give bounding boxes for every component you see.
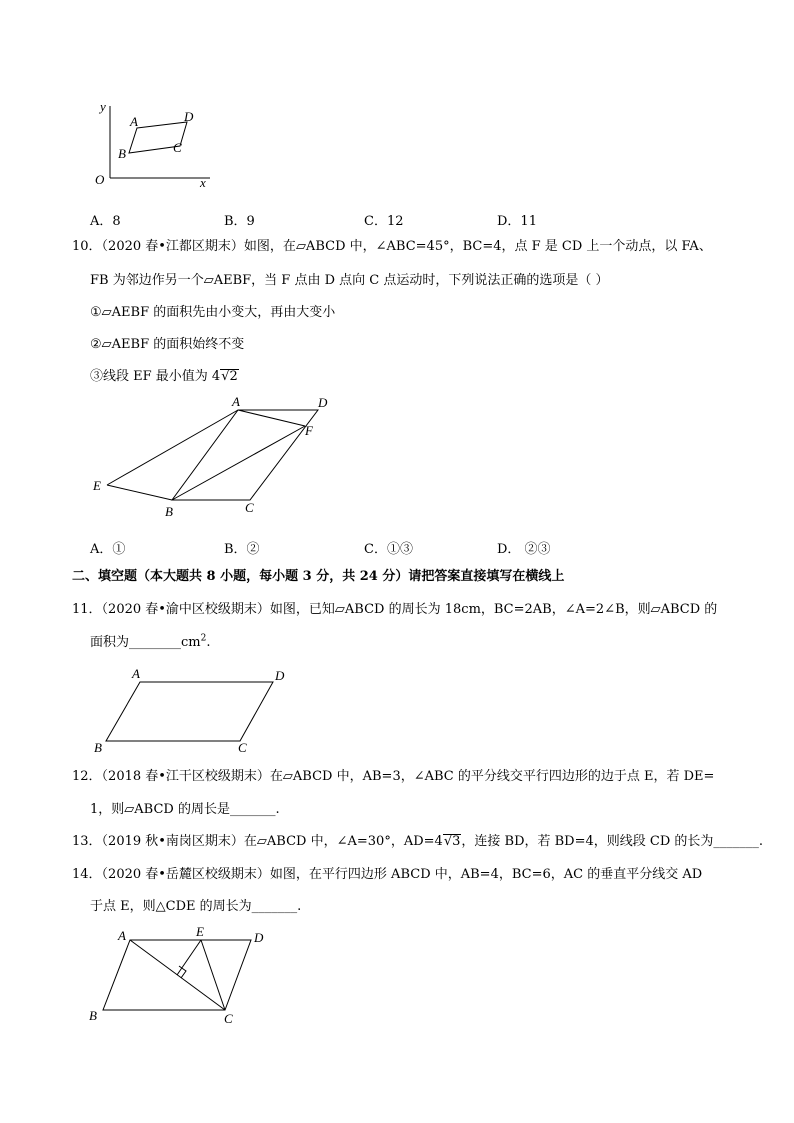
point-e-label: E <box>196 924 204 939</box>
point-d-label: D <box>254 930 264 945</box>
sqrt-sign: √2 <box>221 369 238 384</box>
point-c-label: C <box>245 500 254 515</box>
q9-option-d: D．11 <box>497 214 537 229</box>
point-e-label: E <box>93 478 101 493</box>
q14-line2: 于点 E，则△CDE 的周长为_______. <box>90 899 302 914</box>
q14-line1: 14．（2020 春•岳麓区校级期末）如图，在平行四边形 ABCD 中，AB=4，BC=6，AC 的垂直平分线交 AD <box>72 867 703 882</box>
point-c-label: C <box>173 140 182 155</box>
point-b-label: B <box>118 146 126 161</box>
q10-statement-3: ③线段 EF 最小值为 4√2 <box>90 369 238 384</box>
segment-af <box>238 410 305 426</box>
point-c-label: C <box>224 1011 233 1026</box>
q11-line1: 11．（2020 春•渝中区校级期末）如图，已知▱ABCD 的周长为 18cm，BC=2AB，∠A=2∠B，则▱ABCD 的 <box>72 602 718 617</box>
q10-statement-1: ①▱AEBF 的面积先由小变大，再由大变小 <box>90 305 336 320</box>
q11-line2: 面积为$\_\_\_\_\_\_\_\_cm^2$. <box>90 633 211 650</box>
point-a-label: A <box>232 394 240 409</box>
q9-option-b: B．9 <box>224 214 255 229</box>
q9-option-c: C．12 <box>364 214 404 229</box>
q9-option-a: A．8 <box>90 214 121 229</box>
point-f-label: F <box>305 423 313 438</box>
q12-line1: 12．（2018 春•江干区校级期末）在▱ABCD 中，AB=3，∠ABC 的平分线交平行四边形的边于点 E，若 DE= <box>72 769 715 784</box>
q10-option-c: C．①③ <box>364 542 413 557</box>
point-a-label: A <box>132 666 140 681</box>
point-d-label: D <box>275 668 285 683</box>
point-b-label: B <box>165 504 173 519</box>
point-a-label: A <box>118 928 126 943</box>
parallelogram-abcd <box>106 682 273 741</box>
x-axis-label: x <box>200 175 206 190</box>
point-c-label: C <box>238 740 247 755</box>
point-d-label: D <box>318 395 328 410</box>
y-axis-label: y <box>100 99 106 114</box>
q9-figure <box>90 98 220 193</box>
q10-figure <box>85 392 345 522</box>
q10-line1: 10．（2020 春•江都区期末）如图，在▱ABCD 中，∠ABC=45°，BC=4，点 F 是 CD 上一个动点，以 FA、 <box>72 239 712 254</box>
q12-line2: 1，则▱ABCD 的周长是_______. <box>90 802 280 817</box>
segment-eb <box>107 485 172 500</box>
q14-figure <box>86 924 286 1026</box>
q13-line1: 13．（2019 秋•南岗区期末）在▱ABCD 中，∠A=30°，AD=4√3，连接 BD，若 BD=4，则线段 CD 的长为_______. <box>72 834 764 849</box>
segment-ec <box>201 940 225 1010</box>
segment-bf <box>172 426 305 500</box>
q10-option-a: A．① <box>90 542 126 557</box>
point-b-label: B <box>94 740 102 755</box>
origin-label: O <box>95 172 105 187</box>
q10-line2: FB 为邻边作另一个▱AEBF，当 F 点由 D 点向 C 点运动时，下列说法正确的选项是（ ） <box>90 273 609 288</box>
q10-option-d: D． ②③ <box>497 542 551 557</box>
point-d-label: D <box>184 109 194 124</box>
perpendicular-bisector <box>177 940 201 975</box>
point-a-label: A <box>130 114 138 129</box>
sqrt-sign: √3 <box>443 834 461 849</box>
q10-statement-2: ②▱AEBF 的面积始终不变 <box>90 337 245 352</box>
point-b-label: B <box>89 1008 97 1023</box>
q11-figure <box>88 664 298 759</box>
section-heading: 二、填空题（本大题共 8 小题，每小题 3 分，共 24 分）请把答案直接填写在横线上 <box>72 569 565 584</box>
q10-option-b: B．② <box>224 542 260 557</box>
